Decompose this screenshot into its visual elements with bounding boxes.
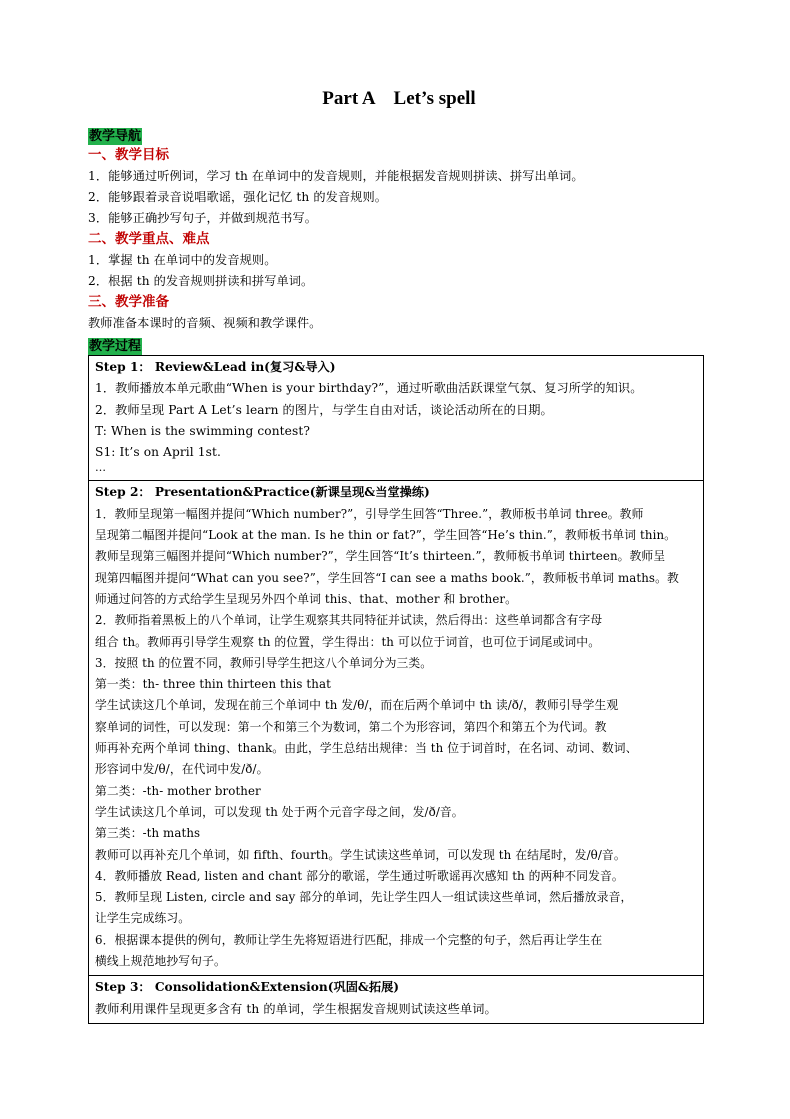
step-line: 3．按照 th 的位置不同，教师引导学生把这八个单词分为三类。 [95, 655, 433, 670]
step-line: 察单词的词性，可以发现：第一个和第三个为数词，第二个为形容词，第四个和第五个为代词。教 [95, 719, 607, 734]
step-line: 学生试读这几个单词，可以发现 th 处于两个元音字母之间，发/ð/音。 [95, 804, 464, 819]
step-line: 教师利用课件呈现更多含有 th 的单词，学生根据发音规则试读这些单词。 [95, 1001, 497, 1016]
preparation-heading: 三、教学准备 [88, 294, 169, 310]
preparation-item: 教师准备本课时的音频、视频和教学课件。 [88, 316, 322, 330]
step-line: 师通过问答的方式给学生呈现另外四个单词 this、that、mother 和 brother。 [95, 591, 518, 606]
step-line: S1: It’s on April 1st. [95, 445, 221, 460]
step-line: 横线上规范地抄写句子。 [95, 954, 226, 969]
step-line: 教师可以再补充几个单词，如 fifth、fourth。学生试读这些单词，可以发现 th 在结尾时，发/θ/音。 [95, 847, 626, 862]
step-3-section [89, 975, 703, 1023]
step-1-section [89, 356, 703, 480]
objective-item: 2．能够跟着录音说唱歌谣，强化记忆 th 的发音规则。 [88, 190, 388, 204]
step-3-title: Step 3： Consolidation&Extension(巩固&拓展) [95, 980, 400, 995]
step-line: … [95, 461, 107, 475]
step-1-title: Step 1： Review&Lead in(复习&导入) [95, 360, 336, 374]
keypoint-item: 1．掌握 th 在单词中的发音规则。 [88, 253, 277, 267]
step-line: 5．教师呈现 Listen, circle and say 部分的单词，先让学生四人一组试读这些单词，然后播放录音， [95, 890, 633, 905]
step-line: 4．教师播放 Read, listen and chant 部分的歌谣，学生通过听歌谣再次感知 th 的两种不同发音。 [95, 868, 624, 883]
step-line: 2．教师呈现 Part A Let’s learn 的图片，与学生自由对话，谈论活动所在的日期。 [95, 402, 553, 417]
step-line: T: When is the swimming contest? [95, 423, 310, 438]
step-line: 1．教师播放本单元歌曲“When is your birthday?”，通过听歌曲活跃课堂气氛、复习所学的知识。 [95, 381, 643, 396]
step-line: 形容词中发/θ/，在代词中发/ð/。 [95, 762, 269, 777]
document-page [88, 84, 704, 1024]
step-2-section [89, 480, 703, 975]
step-2-title: Step 2： Presentation&Practice(新课呈现&当堂操练) [95, 485, 430, 500]
step-line: 第三类：-th maths [95, 826, 201, 841]
keypoints-heading: 二、教学重点、难点 [88, 231, 210, 247]
step-line: 1．教师呈现第一幅图并提问“Which number?”，引导学生回答“Three.”，教师板书单词 three。教师 [95, 506, 644, 521]
step-line: 2．教师指着黑板上的八个单词，让学生观察其共同特征并试读，然后得出：这些单词都含有字母 [95, 613, 603, 628]
guide-heading: 教学导航 [89, 129, 142, 144]
process-heading: 教学过程 [89, 339, 142, 354]
step-line: 呈现第二幅图并提问“Look at the man. Is he thin or fat?”，学生回答“He’s thin.”，教师板书单词 thin。 [95, 528, 677, 543]
step-line: 6．根据课本提供的例句，教师让学生先将短语进行匹配，排成一个完整的句子，然后再让学生在 [95, 932, 603, 947]
keypoint-item: 2．根据 th 的发音规则拼读和拼写单词。 [88, 274, 314, 288]
objectives-heading: 一、教学目标 [88, 147, 169, 163]
objective-item: 1．能够通过听例词，学习 th 在单词中的发音规则，并能根据发音规则拼读、拼写出单词。 [88, 169, 584, 183]
step-line: 教师呈现第三幅图并提问“Which number?”，学生回答“It’s thirteen.”，教师板书单词 thirteen。教师呈 [95, 549, 666, 564]
step-line: 组合 th。教师再引导学生观察 th 的位置，学生得出：th 可以位于词首，也可位于词尾或词中。 [95, 634, 601, 649]
step-line: 学生试读这几个单词，发现在前三个单词中 th 发/θ/，而在后两个单词中 th 读/ð/，教师引导学生观 [95, 698, 619, 713]
step-line: 师再补充两个单词 thing、thank。由此，学生总结出规律：当 th 位于词首时，在名词、动词、数词、 [95, 741, 638, 756]
objective-item: 3．能够正确抄写句子，并做到规范书写。 [88, 211, 318, 225]
page-title: Part A Let’s spell [322, 88, 476, 109]
step-line: 让学生完成练习。 [95, 911, 191, 926]
step-line: 第二类：-th- mother brother [95, 783, 261, 798]
step-line: 现第四幅图并提问“What can you see?”，学生回答“I can see a maths book.”，教师板书单词 maths。教 [95, 570, 679, 585]
process-table [88, 355, 704, 1024]
step-line: 第一类：th- three thin thirteen this that [95, 677, 331, 692]
